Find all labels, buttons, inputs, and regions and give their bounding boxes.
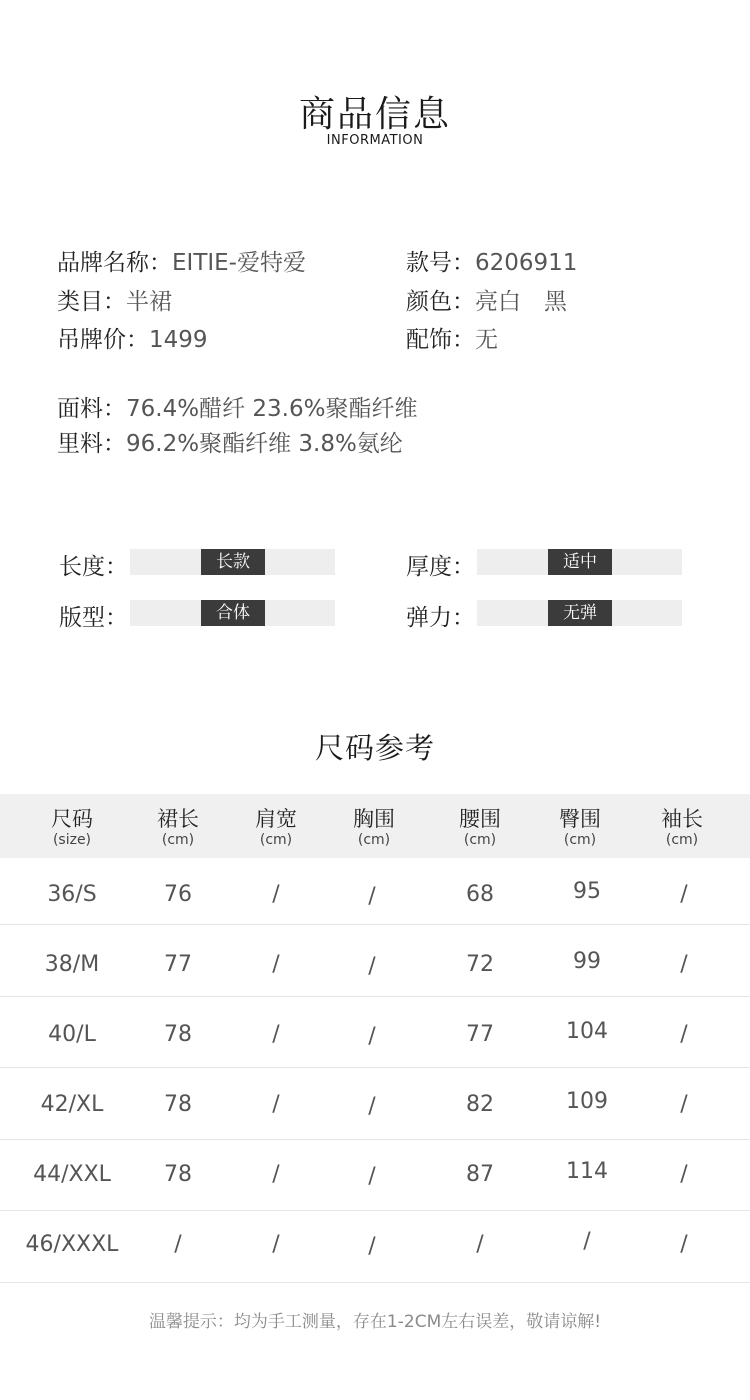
fit-label: 版型： xyxy=(59,605,128,631)
category-label: 类目： xyxy=(57,289,126,315)
table-cell: 99 xyxy=(573,949,601,974)
table-cell: / xyxy=(174,1232,182,1257)
page-title: 商品信息 xyxy=(298,94,451,135)
table-cell: 46/XXXL xyxy=(25,1232,119,1257)
table-cell: 76 xyxy=(164,882,192,907)
price-value: 1499 xyxy=(149,327,208,353)
table-cell: 78 xyxy=(164,1092,192,1117)
table-cell: / xyxy=(272,882,280,907)
fit-tag: 合体 xyxy=(201,600,265,626)
style-value: 6206911 xyxy=(475,250,578,276)
table-cell: / xyxy=(680,882,688,907)
table-cell: / xyxy=(680,1232,688,1257)
table-cell: / xyxy=(368,884,376,909)
table-cell: 68 xyxy=(466,882,494,907)
table-cell: 77 xyxy=(164,952,192,977)
table-cell: / xyxy=(476,1232,484,1257)
table-cell: / xyxy=(272,952,280,977)
col-header-label: 裙长 xyxy=(157,807,199,831)
col-header-skirt-length xyxy=(128,806,228,848)
fabric-info xyxy=(57,390,417,423)
col-header-waist xyxy=(430,806,530,848)
table-cell: / xyxy=(368,1024,376,1049)
row-divider xyxy=(0,1282,750,1283)
col-header-unit: (size) xyxy=(52,832,92,848)
lining-label: 里料： xyxy=(57,431,126,457)
color-value: 亮白 黑 xyxy=(475,289,567,315)
table-cell: 72 xyxy=(466,952,494,977)
fabric-label: 面料： xyxy=(57,396,126,422)
table-cell: / xyxy=(680,952,688,977)
table-cell: / xyxy=(368,954,376,979)
thickness-tag: 适中 xyxy=(548,549,612,575)
table-cell: 38/M xyxy=(44,952,100,977)
col-header-unit: (cm) xyxy=(161,832,195,848)
row-divider xyxy=(0,1210,750,1211)
lining-info xyxy=(57,425,403,458)
color-label: 颜色： xyxy=(406,289,475,315)
col-header-size xyxy=(22,806,122,848)
color-info xyxy=(406,283,567,316)
elasticity-label: 弹力： xyxy=(406,605,475,631)
category-info xyxy=(57,283,172,316)
style-label: 款号： xyxy=(406,250,475,276)
brand-label: 品牌名称： xyxy=(57,250,172,276)
table-cell: / xyxy=(272,1022,280,1047)
row-divider xyxy=(0,996,750,997)
length-label: 长度： xyxy=(59,554,128,580)
thickness-label: 厚度： xyxy=(406,554,475,580)
col-header-label: 腰围 xyxy=(459,807,501,831)
table-cell: 44/XXL xyxy=(33,1162,111,1187)
lining-value: 96.2%聚酯纤维 3.8%氨纶 xyxy=(126,431,403,457)
col-header-unit: (cm) xyxy=(563,832,597,848)
measurement-note: 温馨提示：均为手工测量，存在1-2CM左右误差，敬请谅解! xyxy=(148,1312,602,1332)
brand-value: EITIE-爱特爱 xyxy=(172,250,306,276)
table-cell: 109 xyxy=(566,1089,608,1114)
elasticity-tag: 无弹 xyxy=(548,600,612,626)
page-subtitle: INFORMATION xyxy=(326,133,424,148)
table-cell: 104 xyxy=(566,1019,608,1044)
col-header-unit: (cm) xyxy=(259,832,293,848)
row-divider xyxy=(0,1139,750,1140)
col-header-label: 肩宽 xyxy=(255,807,297,831)
accessory-value: 无 xyxy=(475,327,498,353)
table-cell: 36/S xyxy=(47,882,97,907)
table-cell: 114 xyxy=(566,1159,608,1184)
table-cell: 95 xyxy=(573,879,601,904)
table-cell: 42/XL xyxy=(40,1092,104,1117)
table-cell: 78 xyxy=(164,1022,192,1047)
col-header-unit: (cm) xyxy=(357,832,391,848)
table-cell: 77 xyxy=(466,1022,494,1047)
accessory-info xyxy=(406,321,498,354)
fabric-value: 76.4%醋纤 23.6%聚酯纤维 xyxy=(126,396,418,422)
table-cell: / xyxy=(680,1092,688,1117)
col-header-unit: (cm) xyxy=(463,832,497,848)
table-cell: / xyxy=(272,1092,280,1117)
table-cell: 87 xyxy=(466,1162,494,1187)
table-cell: / xyxy=(583,1229,591,1254)
table-cell: 82 xyxy=(466,1092,494,1117)
col-header-sleeve xyxy=(632,806,732,848)
table-cell: / xyxy=(680,1022,688,1047)
table-cell: / xyxy=(680,1162,688,1187)
table-cell: 40/L xyxy=(48,1022,96,1047)
col-header-label: 袖长 xyxy=(661,807,703,831)
table-cell: / xyxy=(368,1094,376,1119)
price-info xyxy=(57,321,208,354)
row-divider xyxy=(0,924,750,925)
category-value: 半裙 xyxy=(126,289,172,315)
table-cell: / xyxy=(368,1234,376,1259)
col-header-hip xyxy=(530,806,630,848)
table-cell: 78 xyxy=(164,1162,192,1187)
table-cell: / xyxy=(272,1232,280,1257)
brand-info xyxy=(57,244,306,277)
col-header-label: 尺码 xyxy=(51,807,93,831)
col-header-bust xyxy=(324,806,424,848)
col-header-unit: (cm) xyxy=(665,832,699,848)
col-header-shoulder xyxy=(226,806,326,848)
style-info xyxy=(406,244,577,277)
size-chart-title: 尺码参考 xyxy=(314,731,435,765)
price-label: 吊牌价： xyxy=(57,327,149,353)
table-cell: / xyxy=(272,1162,280,1187)
row-divider xyxy=(0,1067,750,1068)
accessory-label: 配饰： xyxy=(406,327,475,353)
col-header-label: 胸围 xyxy=(353,807,395,831)
length-tag: 长款 xyxy=(201,549,265,575)
col-header-label: 臀围 xyxy=(559,807,601,831)
table-cell: / xyxy=(368,1164,376,1189)
